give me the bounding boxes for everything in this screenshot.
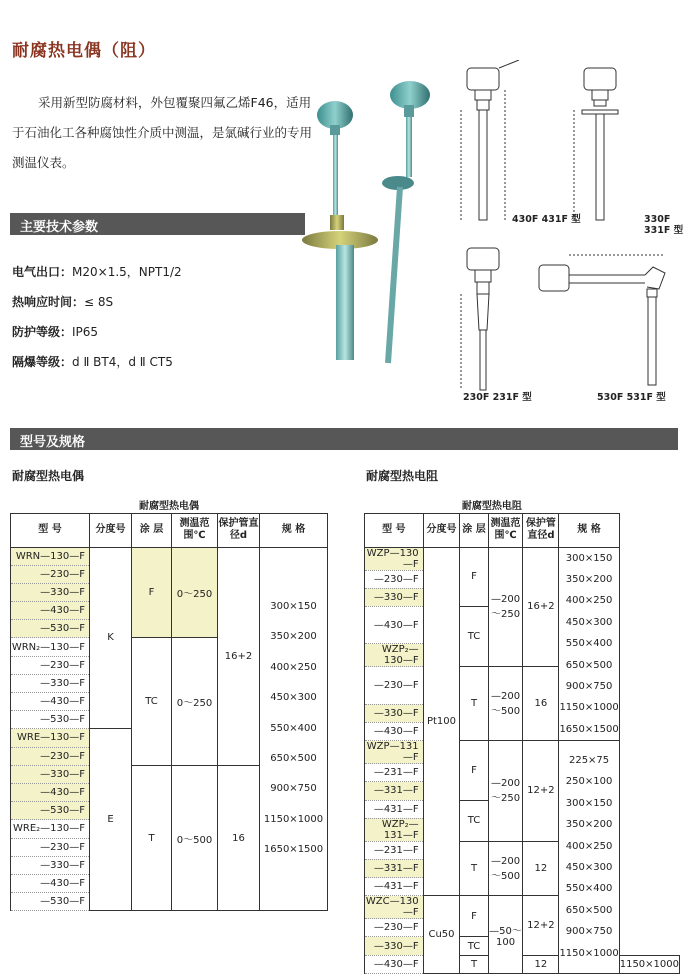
table-row: —330—F	[11, 583, 90, 601]
tc-range-3: 0～500	[172, 765, 218, 911]
table-row: —330—F	[365, 704, 424, 722]
tc-subtitle: 耐腐型热电偶	[12, 469, 85, 483]
rtd-range-2: —200～500	[488, 667, 523, 741]
tc-coat-f: F	[132, 547, 172, 638]
table-row: —331—F	[365, 859, 424, 877]
tc-dia-1: 16+2	[218, 547, 260, 765]
rtd-header-dia: 保护管直径d	[523, 513, 559, 547]
rtd-coat-9: T	[460, 955, 488, 973]
table-row: —430—F	[365, 722, 424, 740]
rtd-header-grad: 分度号	[423, 513, 460, 547]
tc-grad-k: K	[90, 547, 132, 729]
tc-table	[10, 496, 328, 911]
rtd-coat-7: F	[460, 896, 488, 937]
product-photo	[300, 75, 450, 370]
table-row: —331—F	[365, 782, 424, 800]
table-row: —330—F	[11, 765, 90, 783]
table-row: —231—F	[365, 764, 424, 782]
tc-caption: 耐腐型热电偶	[11, 496, 328, 513]
table-row: —230—F	[11, 656, 90, 674]
tc-header-grad: 分度号	[90, 513, 132, 547]
rtd-coat-1: F	[460, 547, 488, 606]
drawing-label-430f: 430F 431F 型	[512, 214, 581, 225]
drawing-label-330f: 330F 331F 型	[644, 214, 684, 236]
rtd-dia-1: 16+2	[523, 547, 559, 667]
rtd-header-spec: 规 格	[559, 513, 619, 547]
rtd-header-coat: 涂 层	[460, 513, 488, 547]
drawing-label-230f: 230F 231F 型	[463, 392, 532, 403]
rtd-specs-1: 300×150 350×200 400×250 450×300 550×400 650×500 900×750 1150×1000 1650×1500	[559, 547, 619, 741]
intro-text: 采用新型防腐材料，外包覆聚四氟乙烯F46，适用于石油化工各种腐蚀性介质中测温，是氯碱行业的专用测温仪表。	[12, 95, 313, 170]
table-row: —230—F	[11, 565, 90, 583]
rtd-grad-pt100: Pt100	[423, 547, 460, 896]
table-row: —530—F	[11, 620, 90, 638]
drawing-330f	[570, 60, 660, 230]
table-row: —530—F	[11, 802, 90, 820]
rtd-table	[364, 496, 680, 974]
table-row: —430—F	[11, 693, 90, 711]
table-row: WRN₂—130—F	[11, 638, 90, 656]
rtd-coat-5: TC	[460, 800, 488, 841]
tc-range-1: 0～250	[172, 547, 218, 638]
table-row: —230—F	[365, 919, 424, 937]
drawing-label-530f: 530F 531F 型	[597, 392, 666, 403]
rtd-range-4: —200～500	[488, 841, 523, 896]
table-row: —230—F	[11, 747, 90, 765]
drawing-430f	[455, 60, 545, 230]
spec-response: 热响应时间：≤ 8S	[12, 295, 114, 309]
table-row: WZP₂—131—F	[365, 818, 424, 841]
spec-protection: 防护等级：IP65	[12, 325, 99, 339]
rtd-subtitle: 耐腐型热电阻	[366, 469, 439, 483]
rtd-spec-last: 1150×1000	[619, 955, 679, 973]
rtd-coat-3: T	[460, 667, 488, 741]
table-row: —430—F	[11, 783, 90, 801]
tc-header-coat: 涂 层	[132, 513, 172, 547]
tc-specs: 300×150 350×200 400×250 450×300 550×400 650×500 900×750 1150×1000 1650×1500	[260, 547, 328, 911]
table-row: —330—F	[365, 937, 424, 955]
section-bar-tech: 主要技术参数	[10, 213, 305, 235]
table-row: WZP—130—F	[365, 547, 424, 570]
table-row: —430—F	[365, 606, 424, 643]
table-row: —330—F	[365, 588, 424, 606]
drawing-530f	[535, 245, 675, 395]
table-row: WRN—130—F	[11, 547, 90, 565]
table-row: —431—F	[365, 878, 424, 896]
table-row: —530—F	[11, 893, 90, 911]
tc-dia-2: 16	[218, 765, 260, 911]
tc-coat-t: T	[132, 765, 172, 911]
rtd-dia-2: 16	[523, 667, 559, 741]
rtd-header-range: 测温范围℃	[488, 513, 523, 547]
rtd-dia-5: 12+2	[523, 896, 559, 955]
rtd-range-3: —200～250	[488, 741, 523, 842]
table-row: WRE—130—F	[11, 729, 90, 747]
table-row: —230—F	[365, 667, 424, 704]
rtd-dia-6: 12	[523, 955, 559, 973]
table-row: —230—F	[11, 838, 90, 856]
table-row: WZC—130—F	[365, 896, 424, 919]
rtd-coat-2: TC	[460, 606, 488, 666]
table-row: —530—F	[11, 711, 90, 729]
rtd-caption: 耐腐型热电阻	[365, 496, 620, 513]
tc-header-range: 测温范围℃	[172, 513, 218, 547]
table-row: —431—F	[365, 800, 424, 818]
page-title: 耐腐热电偶（阻）	[12, 41, 156, 61]
tc-coat-tc: TC	[132, 638, 172, 765]
drawing-230f	[455, 240, 545, 400]
rtd-header-model: 型 号	[365, 513, 424, 547]
rtd-coat-4: F	[460, 741, 488, 800]
tc-range-2: 0～250	[172, 638, 218, 765]
table-row: —231—F	[365, 841, 424, 859]
table-row: —330—F	[11, 856, 90, 874]
rtd-grad-cu50: Cu50	[423, 896, 460, 974]
rtd-range-1: —200～250	[488, 547, 523, 667]
rtd-range-5: —50～100	[488, 896, 523, 974]
table-row: —430—F	[11, 874, 90, 892]
table-row: —330—F	[11, 674, 90, 692]
table-row: WZP—131—F	[365, 741, 424, 764]
tc-header-dia: 保护管直径d	[218, 513, 260, 547]
table-row: —430—F	[11, 602, 90, 620]
table-row: —430—F	[365, 955, 424, 973]
spec-explosion: 隔爆等级：d Ⅱ BT4，d Ⅱ CT5	[12, 355, 173, 369]
rtd-coat-8: TC	[460, 937, 488, 955]
table-row: WRE₂—130—F	[11, 820, 90, 838]
table-row: —230—F	[365, 570, 424, 588]
spec-electrical: 电气出口：M20×1.5，NPT1/2	[12, 265, 182, 279]
tc-header-model: 型 号	[11, 513, 90, 547]
table-row: WZP₂—130—F	[365, 644, 424, 667]
rtd-specs-2: 225×75 250×100 300×150 350×200 400×250 450×300 550×400 650×500 900×750 1150×1000	[559, 741, 619, 974]
tc-grad-e: E	[90, 729, 132, 911]
tc-header-spec: 规 格	[260, 513, 328, 547]
section-bar-models: 型号及规格	[10, 428, 678, 450]
rtd-coat-6: T	[460, 841, 488, 896]
rtd-dia-4: 12	[523, 841, 559, 896]
rtd-dia-3: 12+2	[523, 741, 559, 842]
